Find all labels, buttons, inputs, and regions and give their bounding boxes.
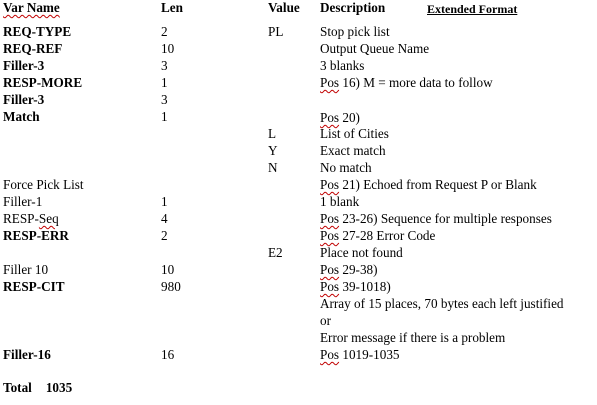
desc-text: 16) M = more data to follow [339, 75, 493, 90]
pos-marker: Pos [320, 211, 340, 226]
pos-marker: Pos [320, 75, 340, 90]
desc-text: 1019-1035 [339, 347, 400, 362]
header-extended-format: Extended Format [427, 2, 518, 16]
row-len: 2 [161, 24, 168, 39]
header-description: Description [320, 0, 386, 15]
row-desc [320, 177, 537, 193]
row-desc: 3 blanks [320, 58, 365, 73]
row-value: E2 [268, 245, 283, 260]
row-len: 3 [161, 92, 168, 107]
row-var: Filler-3 [3, 58, 45, 73]
var-prefix: RESP- [3, 211, 39, 226]
row-var: Filler-1 [3, 194, 43, 209]
row-desc [320, 110, 360, 126]
header-value: Value [268, 0, 300, 15]
row-len: 3 [161, 58, 168, 73]
row-len: 2 [161, 228, 168, 243]
row-value: Y [268, 143, 278, 158]
row-len: 10 [161, 41, 175, 56]
row-desc [320, 228, 435, 244]
row-len: 1 [161, 194, 168, 209]
row-var: RESP-ERR [3, 228, 69, 243]
row-desc [320, 211, 552, 227]
row-desc: or [320, 313, 331, 328]
row-var: RESP-CIT [3, 279, 65, 294]
row-var: Match [3, 109, 40, 124]
row-var: Force Pick List [3, 177, 84, 192]
row-var: Filler 10 [3, 262, 49, 277]
row-desc: Array of 15 places, 70 bytes each left justified [320, 296, 564, 311]
row-var: Filler-16 [3, 347, 51, 362]
total-line [3, 380, 72, 396]
row-desc [320, 347, 400, 363]
total-label: Total [3, 380, 32, 395]
row-desc: List of Cities [320, 126, 389, 141]
desc-text: 39-1018) [339, 279, 391, 294]
desc-text: 20) [339, 110, 360, 125]
var-flagged: Seq [38, 211, 59, 226]
row-desc: Output Queue Name [320, 41, 430, 56]
row-value: L [268, 126, 277, 141]
row-desc [320, 75, 493, 91]
header-len: Len [161, 0, 183, 15]
row-desc: No match [320, 160, 372, 175]
row-len: 4 [161, 211, 168, 226]
row-desc: Stop pick list [320, 24, 390, 39]
row-len: 980 [161, 279, 181, 294]
desc-text: 23-26) Sequence for multiple responses [339, 211, 552, 226]
row-var: Filler-3 [3, 92, 45, 107]
row-len: 1 [161, 109, 168, 124]
row-len: 16 [161, 347, 175, 362]
row-desc: Place not found [320, 245, 403, 260]
desc-text: 29-38) [339, 262, 378, 277]
pos-marker: Pos [320, 347, 340, 362]
pos-marker: Pos [320, 262, 340, 277]
row-desc: Exact match [320, 143, 386, 158]
pos-marker: Pos [320, 177, 340, 192]
header-var-name-text: Var Name [3, 0, 60, 15]
row-value: N [268, 160, 278, 175]
row-value: PL [268, 24, 284, 39]
row-var: REQ-REF [3, 41, 63, 56]
pos-marker: Pos [320, 279, 340, 294]
row-var: RESP-MORE [3, 75, 83, 90]
row-desc [320, 262, 378, 278]
desc-text: 27-28 Error Code [339, 228, 436, 243]
row-desc: Error message if there is a problem [320, 330, 506, 345]
desc-text: 21) Echoed from Request P or Blank [339, 177, 537, 192]
row-len: 10 [161, 262, 175, 277]
row-desc [320, 279, 391, 295]
row-var [3, 211, 59, 227]
pos-marker: Pos [320, 228, 340, 243]
row-desc: 1 blank [320, 194, 360, 209]
header-var-name [3, 0, 60, 16]
row-len: 1 [161, 75, 168, 90]
pos-marker: Pos [320, 110, 340, 125]
row-var: REQ-TYPE [3, 24, 72, 39]
total-value: 1035 [45, 380, 73, 395]
